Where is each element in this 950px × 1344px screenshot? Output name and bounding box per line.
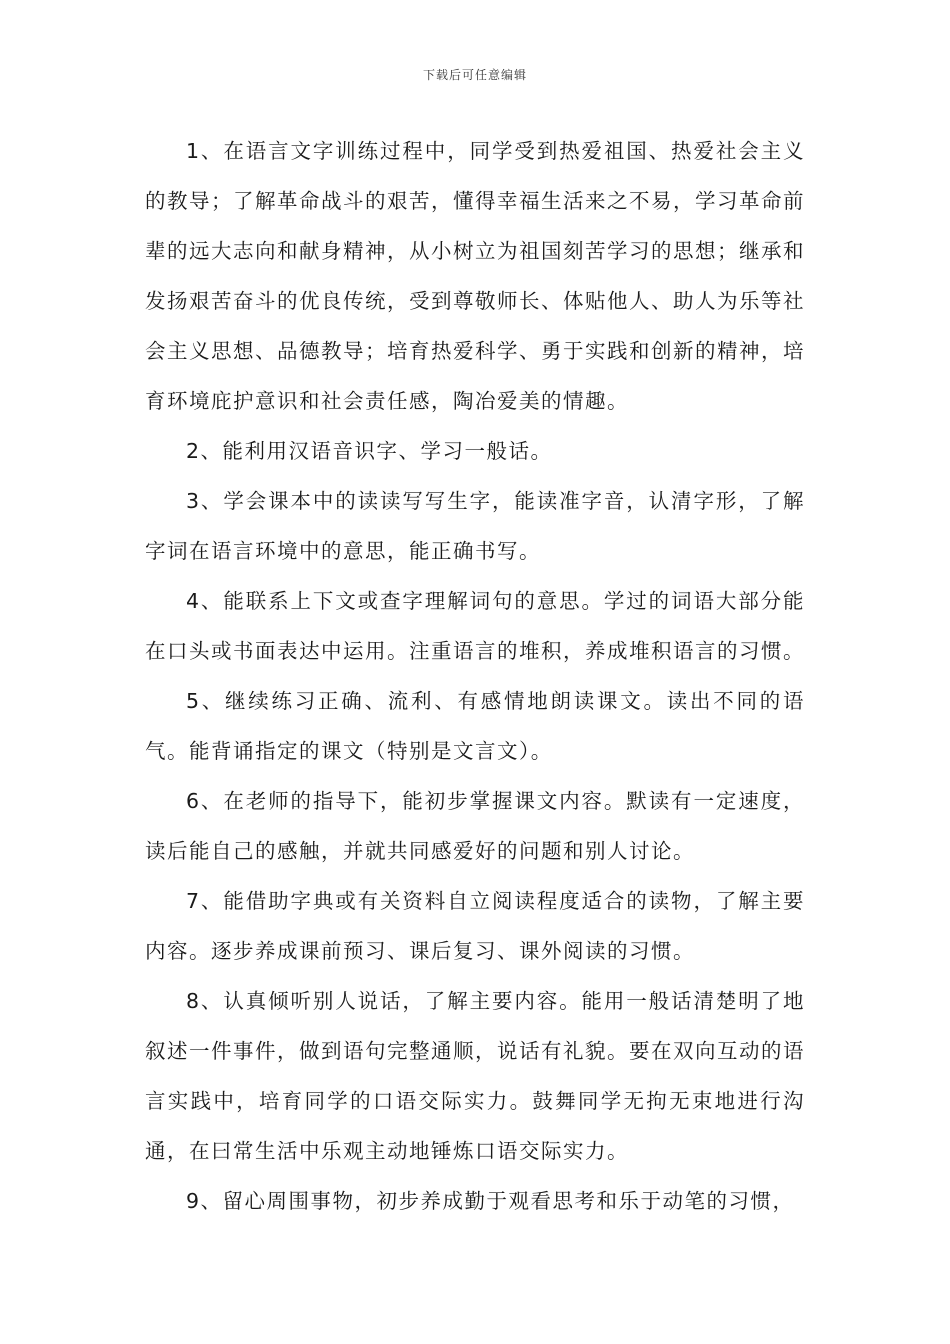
paragraph-4: 4、能联系上下文或查字理解词句的意思。学过的词语大部分能在口头或书面表达中运用。注重语言的堆积，养成堆积语言的习惯。 [145,589,805,663]
paragraph-6: 6、在老师的指导下，能初步掌握课文内容。默读有一定速度，读后能自己的感触，并就共同感爱好的问题和别人讨论。 [145,789,805,863]
paragraph-1: 1、在语言文字训练过程中，同学受到热爱祖国、热爱社会主义的教导；了解革命战斗的艰苦，懂得幸福生活来之不易，学习革命前辈的远大志向和献身精神，从小树立为祖国刻苦学习的思想；继承和发扬艰苦奋斗的优良传统，受到尊敬师长、体贴他人、助人为乐等社会主义思想、品德教导；培育热爱科学、勇于实践和创新的精神，培育环境庇护意识和社会责任感，陶冶爱美的情趣。 [145,139,805,413]
paragraph-8: 8、认真倾听别人说话，了解主要内容。能用一般话清楚明了地叙述一件事件，做到语句完整通顺，说话有礼貌。要在双向互动的语言实践中，培育同学的口语交际实力。鼓舞同学无拘无束地进行沟通，在曰常生活中乐观主动地锤炼口语交际实力。 [145,989,805,1163]
paragraph-9: 9、留心周围事物，初步养成勤于观看思考和乐于动笔的习惯， [186,1189,795,1213]
paragraph-5: 5、继续练习正确、流利、有感情地朗读课文。读出不同的语气。能背诵指定的课文（特别是文言文）。 [145,689,805,763]
paragraph-3: 3、学会课本中的读读写写生字，能读准字音，认清字形，了解字词在语言环境中的意思，能正确书写。 [145,489,805,563]
page-header: 下载后可任意编辑 [422,68,527,82]
document-body [145,126,805,1226]
paragraph-7: 7、能借助字典或有关资料自立阅读程度适合的读物，了解主要内容。逐步养成课前预习、课后复习、课外阅读的习惯。 [145,889,805,963]
paragraph-2: 2、能利用汉语音识字、学习一般话。 [186,439,553,463]
